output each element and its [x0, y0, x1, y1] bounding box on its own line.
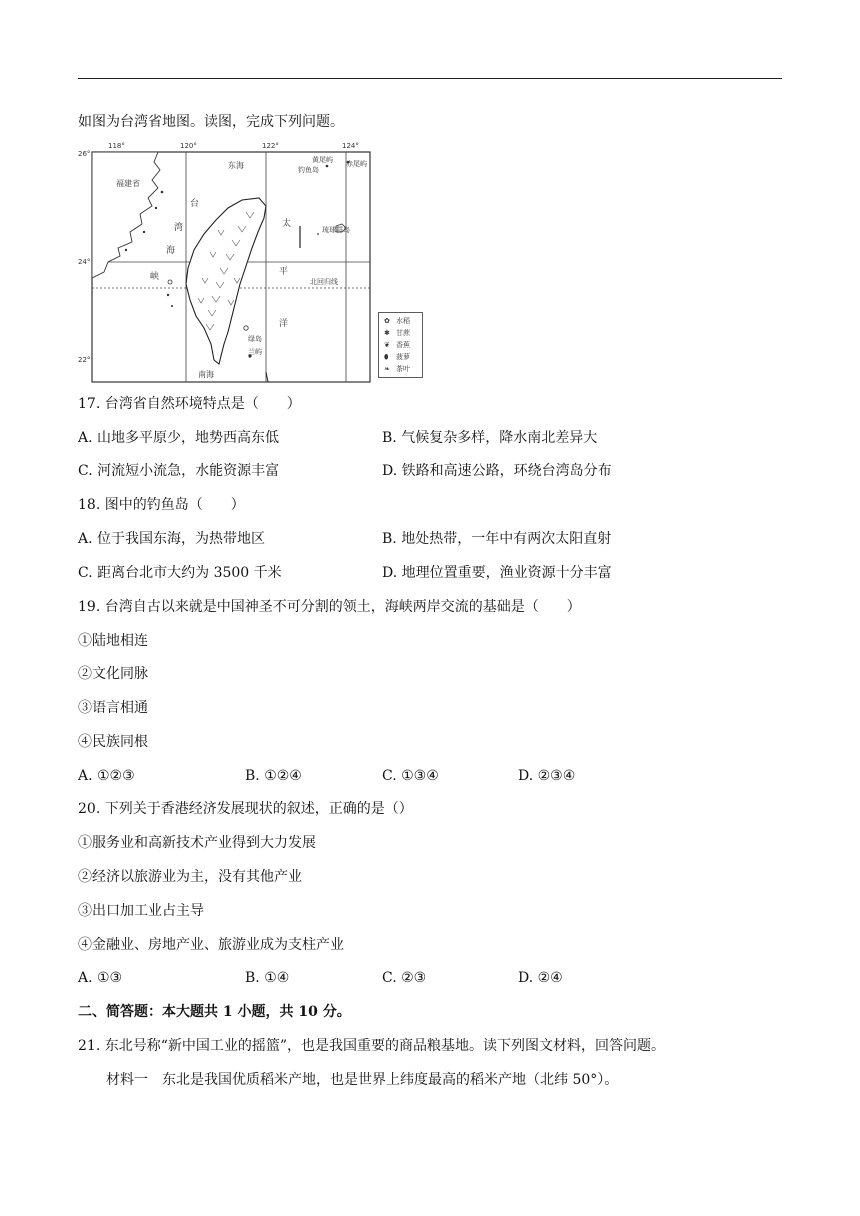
q20-item-1: ①服务业和高新技术产业得到大力发展: [78, 835, 316, 851]
lat-label-22: 22°: [78, 356, 91, 364]
q20-option-a: A. ①③: [78, 970, 123, 986]
label-ryukyu: 琉球群岛: [322, 226, 350, 234]
q21-stem: 21. 东北号称“新中国工业的摇篮”，也是我国重要的商品粮基地。读下列图文材料，回答问题。: [78, 1038, 666, 1054]
lat-label-26: 26°: [78, 150, 91, 158]
label-pacific-2: 平: [279, 267, 289, 277]
q17-option-c: C. 河流短小流急，水能资源丰富: [78, 463, 280, 479]
label-fujian: 福建省: [116, 179, 140, 188]
q18-option-b: B. 地处热带，一年中有两次太阳直射: [382, 531, 612, 547]
label-pacific-3: 洋: [279, 319, 289, 329]
label-strait-4: 峡: [150, 272, 160, 282]
q19-item-4: ④民族同根: [78, 734, 148, 750]
top-rule: [78, 78, 782, 79]
q19-stem: 19. 台湾自古以来就是中国神圣不可分割的领土，海峡两岸交流的基础是（ ）: [78, 599, 581, 615]
q19-option-c: C. ①③④: [382, 768, 439, 784]
label-pacific-1: 太: [282, 219, 292, 229]
lon-label-118: 118°: [108, 142, 125, 150]
legend-pineapple: 菠萝: [396, 353, 410, 361]
label-tropic: 北回归线: [310, 278, 338, 286]
lon-label-120: 120°: [180, 142, 197, 150]
q17-option-b: B. 气候复杂多样，降水南北差异大: [382, 430, 598, 446]
q17-stem: 17. 台湾省自然环境特点是（ ）: [78, 396, 301, 412]
q19-item-2: ②文化同脉: [78, 666, 148, 682]
q19-item-3: ③语言相通: [78, 700, 148, 716]
q20-item-2: ②经济以旅游业为主，没有其他产业: [78, 869, 302, 885]
q18-option-d: D. 地理位置重要，渔业资源十分丰富: [382, 565, 612, 581]
lon-label-122: 122°: [262, 142, 279, 150]
q19-item-1: ①陆地相连: [78, 633, 148, 649]
legend-rice-icon: ✿: [384, 317, 390, 325]
q20-stem: 20. 下列关于香港经济发展现状的叙述，正确的是（）: [78, 801, 413, 817]
q19-option-a: A. ①②③: [78, 768, 135, 784]
legend-banana: 香蕉: [396, 341, 410, 349]
q20-option-c: C. ②③: [382, 970, 427, 986]
crop-legend: [378, 312, 428, 378]
q20-option-b: B. ①④: [245, 970, 290, 986]
section-2-heading: 二、简答题：本大题共 1 小题，共 10 分。: [78, 1004, 351, 1020]
legend-pineapple-icon: ⬮: [384, 353, 389, 361]
label-ludao: 绿岛: [248, 335, 262, 343]
q17-option-a: A. 山地多平原少，地势西高东低: [78, 430, 280, 446]
label-chiwei: 赤尾屿: [346, 160, 367, 168]
q19-option-b: B. ①②④: [245, 768, 302, 784]
label-south-sea: 南海: [198, 370, 214, 379]
label-east-sea: 东海: [228, 161, 244, 170]
lon-label-124: 124°: [342, 142, 359, 150]
intro-text: 如图为台湾省地图。读图，完成下列问题。: [78, 114, 344, 130]
legend-banana-icon: ❦: [384, 341, 390, 349]
q20-item-4: ④金融业、房地产业、旅游业成为支柱产业: [78, 937, 344, 953]
legend-sugarcane-icon: ✱: [384, 329, 390, 337]
label-strait-1: 台: [190, 199, 200, 209]
legend-rice: 水稻: [396, 317, 410, 325]
label-diaoyu: 钓鱼岛: [298, 166, 319, 174]
q18-option-a: A. 位于我国东海，为热带地区: [78, 531, 266, 547]
diaoyu-island: [326, 165, 329, 168]
q19-option-d: D. ②③④: [518, 768, 576, 784]
lat-label-24: 24°: [78, 258, 91, 266]
legend-sugarcane: 甘蔗: [396, 329, 410, 337]
taiwan-map: [78, 140, 382, 386]
label-strait-2: 湾: [174, 223, 184, 233]
q21-material-1: 材料一 东北是我国优质稻米产地，也是世界上纬度最高的稻米产地（北纬 50°）。: [106, 1072, 619, 1088]
q20-option-d: D. ②④: [518, 970, 563, 986]
q20-item-3: ③出口加工业占主导: [78, 903, 204, 919]
label-lanyu: 兰屿: [248, 348, 262, 356]
label-strait-3: 海: [166, 246, 176, 256]
legend-tea-icon: ❧: [384, 365, 390, 373]
q18-option-c: C. 距离台北市大约为 3500 千米: [78, 565, 282, 581]
legend-tea: 茶叶: [396, 365, 410, 373]
q18-stem: 18. 图中的钓鱼岛（ ）: [78, 497, 245, 513]
label-huangwei: 黄尾屿: [312, 156, 333, 164]
q17-option-d: D. 铁路和高速公路，环绕台湾岛分布: [382, 463, 612, 479]
